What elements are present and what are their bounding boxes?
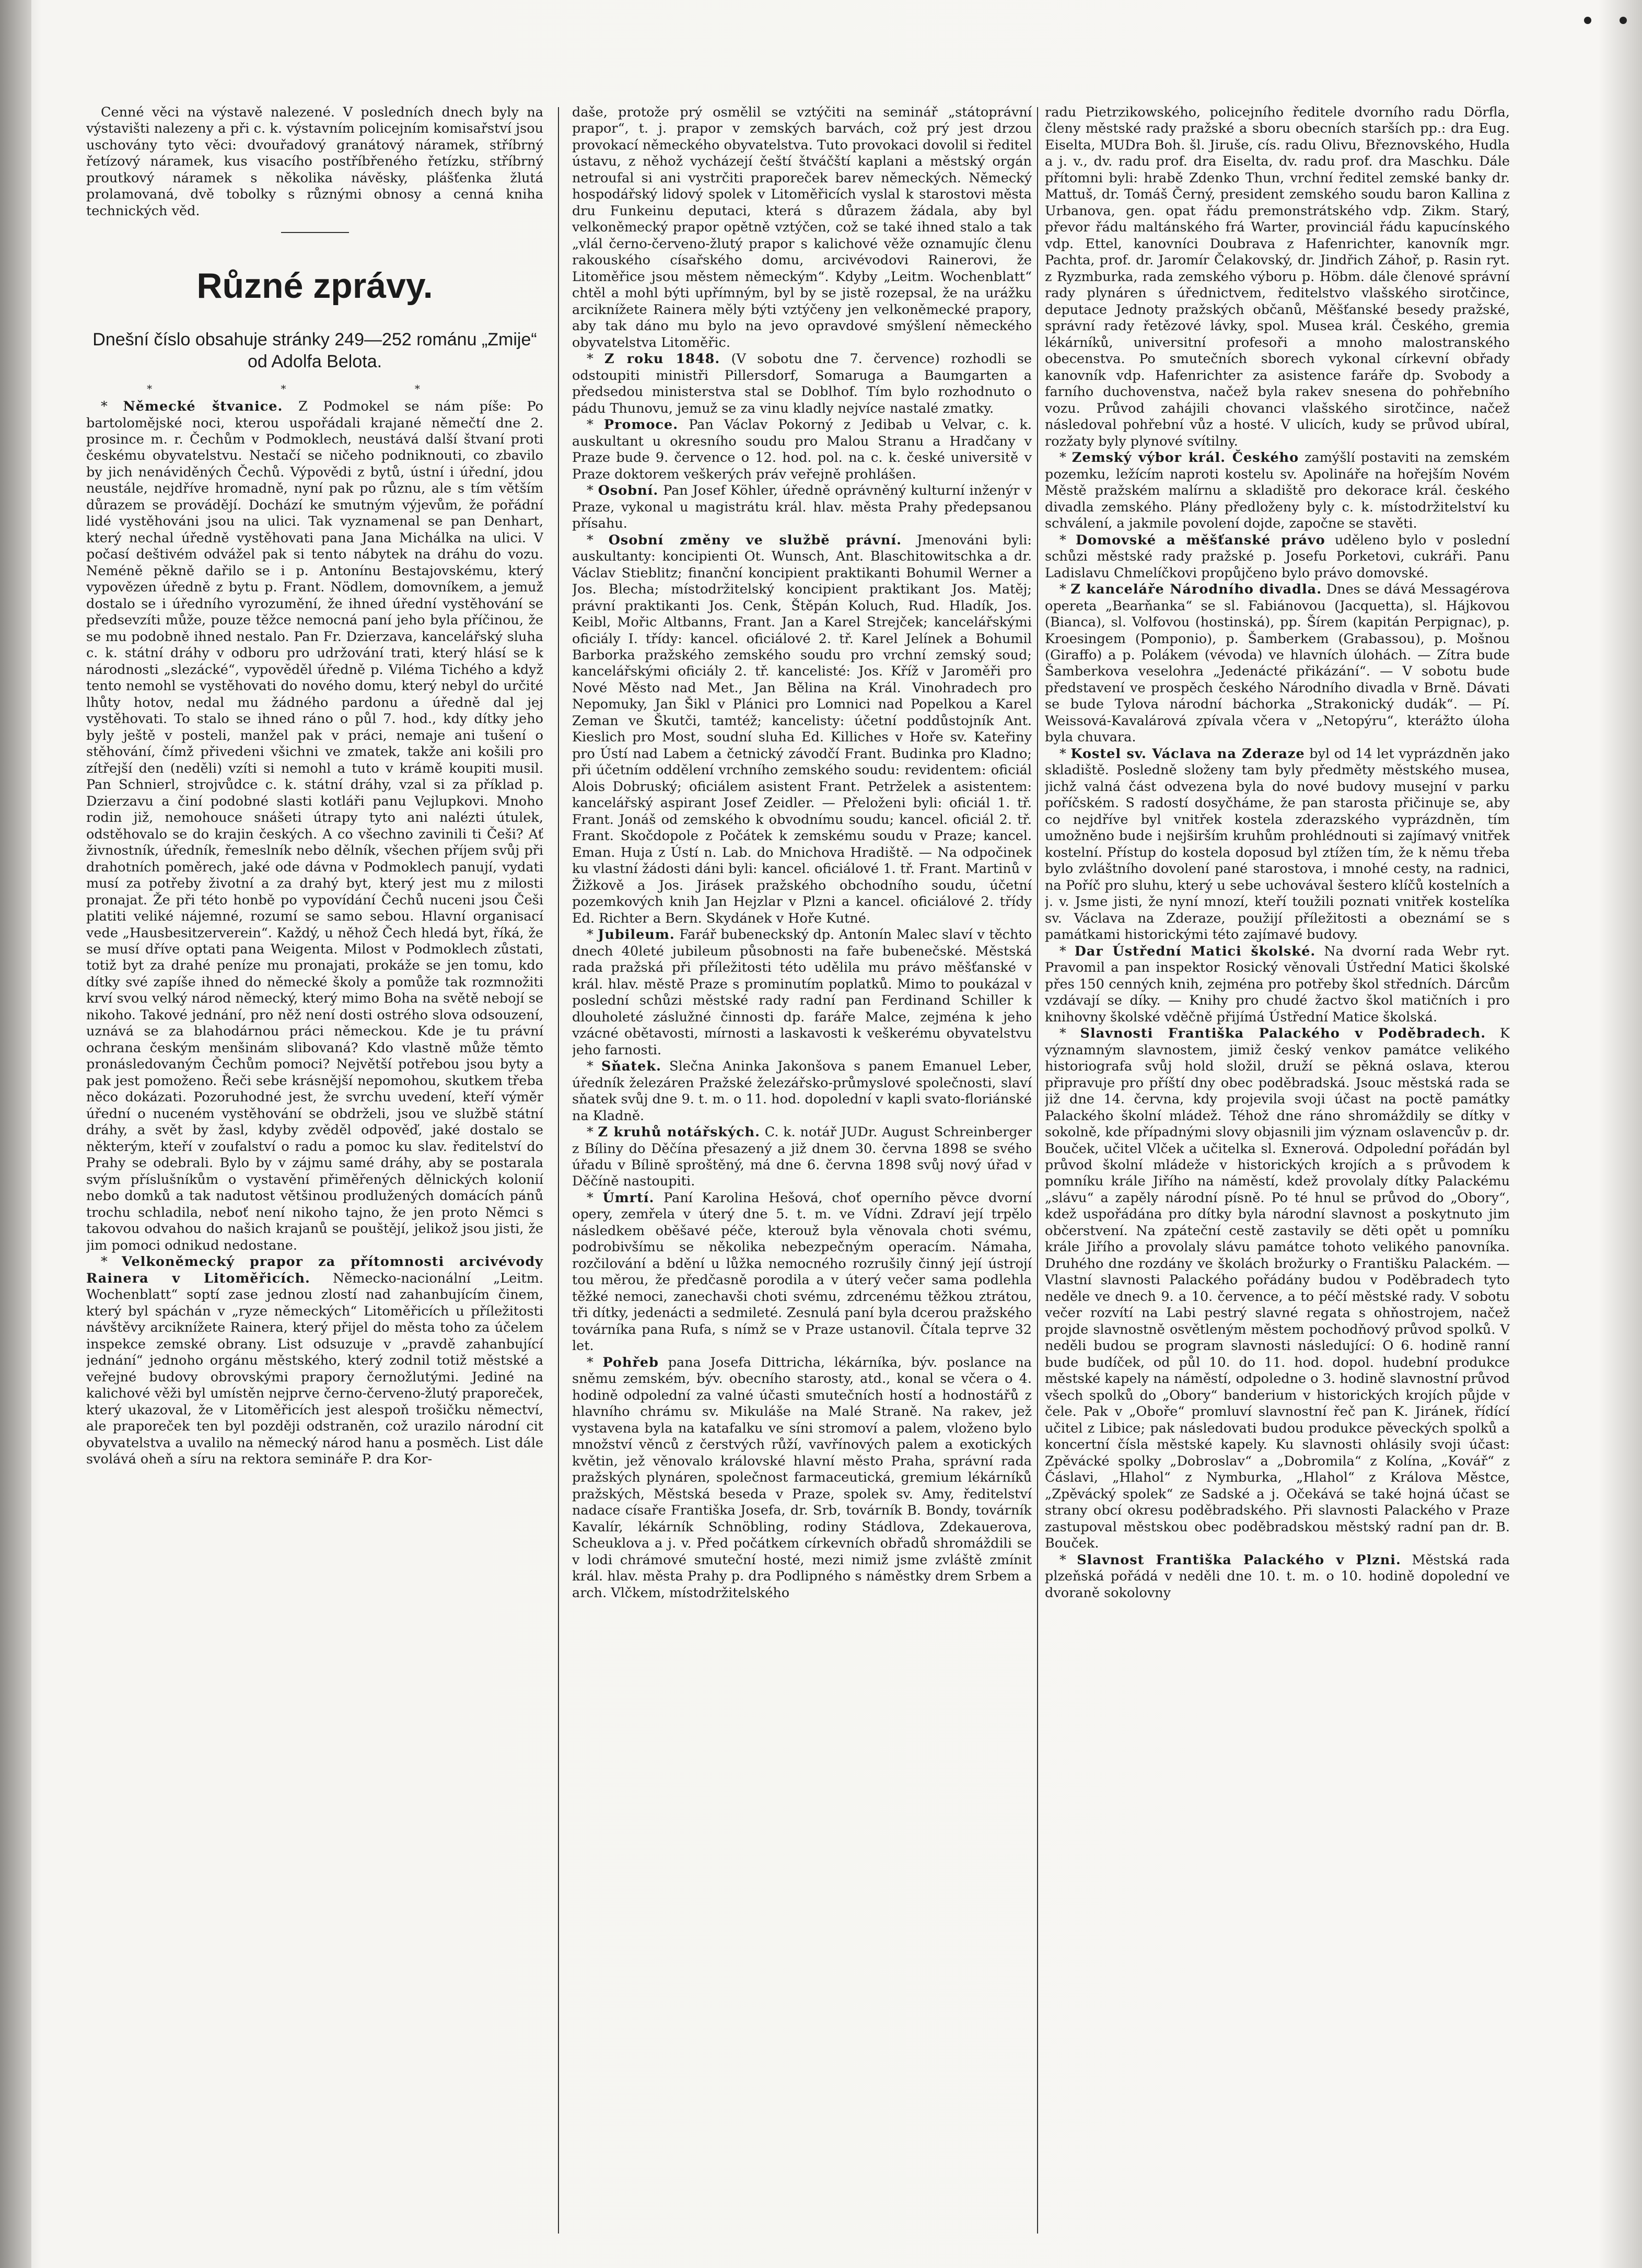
- article-snatek: * Sňatek. Slečna Aninka Jakonšova s panem Emanuel Leber, úředník železáren Pražské železářsko-průmyslové společnosti, slaví sňatek svůj dne 9. t. m. o 11. hod. dopolední v kapli svato-floriánské na Kladně.: [572, 1059, 1032, 1124]
- article-promoce: * Promoce. Pan Václav Pokorný z Jedibab u Velvar, c. k. auskultant u okresního soudu pro Malou Stranu a Hradčany v Praze bude 9. července o 12. hod. pol. na c. k. české universitě v Praze doktorem veškerých práv veřejně prohlášen.: [572, 417, 1032, 482]
- punch-hole: [1584, 17, 1591, 24]
- section-heading: Různé zprávy.: [196, 266, 433, 306]
- article-lost-items: Cenné věci na výstavě nalezené. V posledních dnech byly na výstavišti nalezeny a při c. k. výstavním policejním komisařství jsou uschovány tyto věci: dvouřadový granátový náramek, stříbrný řetízový náramek, kus visacího postříbřeného řetízku, stříbrný proutkový náramek s několika návěsky, plášťenka žlutá prolamovaná, dvě tobolky s různými obnosy a cenná kniha technických věd.: [86, 104, 543, 219]
- article-jubileum: * Jubileum. Farář bubeneckský dp. Antonín Malec slaví v těchto dnech 40leté jubileum působnosti na faře bubenečské. Městská rada pražská při příležitosti této udělila mu právo měšťanské v král. hlav. městě Praze s prominutím poplatků. Mimo to poukázal v poslední schůzi městské rady radní pan Ferdinand Schiller k dlouholeté záslužné činnosti dp. faráře Malce, zejména k jeho vzácné obětavosti, mírnosti a laskavosti k veškerému obyvatelstvu jeho farnosti.: [572, 927, 1032, 1058]
- separator: [281, 232, 349, 233]
- article-umrti: * Úmrtí. Paní Karolina Hešová, choť operního pěvce dvorní opery, zemřela v úterý dne 5. t. m. ve Vídni. Zdraví její trpělo následkem oběšavé péče, kterouž byla věnovala choti svému, podrobivšímu se několika nebezpečným operacím. Námaha, rozčilování a bdění u lůžka nemocného rozrušily činný její ústrojí tou měrou, že předčasně porodila a v úterý večer sama podlehla těžké nemoci, zanechavši choti svému, zdrcenému těžkou ztrátou, tři dítky, jedenácti a sedmileté. Zesnulá paní byla dcerou pražského továrníka pana Rufa, s nímž se v Praze ustanovil. Čítala teprve 32 let.: [572, 1190, 1032, 1354]
- article-kostel: * Kostel sv. Václava na Zderaze byl od 14 let vyprázdněn jako skladiště. Posledně složeny tam byly předměty městského musea, jichž valná část odvezena byla do nové budovy musejní v parku poříčském. S radostí dosyčháme, že pan starosta přičinuje se, aby co nejdříve byl vnitřek kostela zderazského vyprázdněn, tím umožněno bude i nejširším kruhům prohlédnouti si zajímavý vnitřek kostelní. Přístup do kostela doposud byl ztížen tím, že k němu třeba bylo zvláštního dovolení pané starostova, i mnohé cesty, na radnici, na Poříč pro sluhu, který u sebe uchovával šestero klíčů kostelních a j. v. Jsme jisti, že nyní mnozí, kteří toužili poznati vnitřek kostelíka sv. Václava na Zderaze, použijí příležitosti a obeznámí se s památkami historickými této zajímavé budovy.: [1045, 746, 1510, 943]
- article-osobni: * Osobní. Pan Josef Köhler, úředně oprávněný kulturní inženýr v Praze, vykonal u magistrátu král. hlav. města Prahy předepsanou přísahu.: [572, 483, 1032, 532]
- article-notar: * Z kruhů notářských. C. k. notář JUDr. August Schreinberger z Bíliny do Děčína přesazený a již dnem 30. června 1898 se svého úřadu v Bílině sproštěný, má dne 6. června 1898 svůj nový úřad v Děčíně nastoupiti.: [572, 1124, 1032, 1190]
- column-3: [1045, 104, 1510, 2236]
- column-2: [572, 104, 1032, 2236]
- article-matice: * Dar Ústřední Matici školské. Na dvorní rada Webr ryt. Pravomil a pan inspektor Rosický věnovali Ústřední Matici školské přes 150 cenných knih, zejména pro potřeby škol středních. Dárcům vzdávají se díky. — Knihy pro chudé žactvo škol matičních i pro knihovny školské vděčně přijímá Ústřední Matice školská.: [1045, 943, 1510, 1025]
- column-rule: [558, 107, 559, 2234]
- article-stvanice: * Německé štvanice. Z Podmokel se nám píše: Po bartolomějské noci, kterou uspořádali krajané němečtí dne 2. prosince m. r. Čechům v Podmoklech, neustává další štvaní proti českému obyvatelstvu. Nestačí se ničeho podniknouti, co zbavilo by jich nenáviděných Čechů. Výpovědi z bytů, ústní i úřední, jdou neustále, nejdříve hromadně, nyní pak po různu, ale s tím větším důrazem se provádějí. Dochází ke smutným výjevům, že pořádní lidé vystěhováni jsou na ulici. Tak vyznamenal se pan Denhart, který nechal úředně vystěhovati pana Jana Michálka na ulici. V počasí deštivém odvážel pak si tento nábytek na dráhu do vozu. Neméně pěkně dařilo se i p. Antonínu Bestajovskému, který vypovězen úředně z bytu p. Frant. Nödlem, domovníkem, a jemuž dostalo se i úředního vyrozumění, že ihned úřední vystěhování se předsevzíti může, pouze těžce nemocná paní jeho byla příčinou, že se mu podobně ihned nestalo. Pan Fr. Dzierzava, kancelářský sluha c. k. státní dráhy v odboru pro udržování trati, který hlásí se k národnosti „slezácké“, vypověděl úředně p. Viléma Tichého a když tento nemohl se vystěhovati do nového domu, který nebyl do určité lhůty hotov, nedal mu žádného pardonu a úředně dal jej vystěhovati. To stalo se ihned ráno o půl 7. hod., kdy dítky jeho byly ještě v posteli, manžel pak v práci, nemaje ani tušení o stěhování, čímž přivedeni všichni ve zmatek, takže ani košili pro zítřejší den (neděli) vzíti si nemohl a tuto v krámě koupiti musil. Pan Schnierl, strojvůdce c. k. státní dráhy, vzal si za příklad p. Dzierzavu a činí podobné slasti kotláři panu Vejlupkovi. Mnoho rodin již, nemohouce snášeti útrapy tyto ani nalézti útulek, odstěhovalo se do krajin českých. A co všechno zavinili ti Češi? Ať živnostník, úředník, řemeslník nebo dělník, všechen příjem svůj při drahotních poměrech, jaké ode dávna v Podmoklech panují, vydati musí za potřeby životní a za drahý byt, který jest mu z milosti pronajat. Že při této honbě po vypovídání Čechů nuceni jsou Češi platiti veliké nájemné, rozumí se samo sebou. Hlavní organisací vede „Hausbesitzerverein“. Každý, u něhož Čech hledá byt, říká, že se musí dříve optati pana Weigenta. Milost v Podmoklech zůstati, totiž byt za drahé peníze mu pronajati, prokáže se jen tomu, kdo dítky své zapíše ihned do německé školy a pomůže tak rozmnožiti krví svou velký národ německý, který mimo Boha na světě nebojí se nikoho. Takové jednání, pro něž není dosti ostrého slova odsouzení, uznává se za blahodárnou práci německou. Kde je tu právní ochrana českým menšinám slibovaná? Kdo vlastně může těmto pronásledovaným Čechům pomoci? Největší potřebou jsou byty a pak jest pomoženo. Řeči sebe krásnější nepomohou, skutkem třeba něco dokázati. Pozoruhodné jest, že svrchu uvedení, kteří výměr úřední o nuceném vystěhování se obdrželi, jsou ve službě státní dráhy, a svět by žasl, kdyby zvěděl odpověď, jaké dostalo se některým, kteří v zoufalství o radu a pomoc ku slav. ředitelství do Prahy se odebrali. Bylo by v zájmu samé dráhy, aby se postarala svým příslušníkům o vystavění přiměřených dělnických kolonií nebo domků a tak nadutost většinou prodlužených domácích pánů trochu schladila, neboť není nikoho tajno, že jen proto Němci s takovou odvahou do našich krajanů se pouštějí, jelikož jsou jisti, že jim pomoci odnikud nedostane.: [86, 399, 543, 1253]
- scan-edge: [0, 0, 31, 2268]
- article-zemsky-vybor: * Zemský výbor král. Českého zamýšlí postaviti na zemském pozemku, ležícím naproti kostelu sv. Apolináře na hořejším Novém Městě pražském malírnu a skladiště pro dekorace král. českého divadla zemského. Plány předloženy byly c. k. místodržitelství ku schválení, a jakmile povolení dojde, započne se stavěti.: [1045, 450, 1510, 532]
- article-pohreb: * Pohřeb pana Josefa Dittricha, lékárníka, býv. poslance na sněmu zemském, býv. obecního starosty, atd., konal se včera o 4. hodině odpolední za valné účasti smutečních hostí a hodnostářů z hlavního chrámu sv. Mikuláše na Malé Straně. Na rakev, jež vystavena byla na katafalku ve síni stromoví a palem, vloženo bylo množství věnců z čerstvých růží, vavřínových palem a exotických květin, jež věnovalo královské hlavní město Praha, správní rada pražských plynáren, společnost farmaceutická, gremium lékárníků pražských, Městská beseda v Praze, spolek sv. Amy, ředitelství nadace císaře Františka Josefa, dr. Srb, továrník B. Bondy, továrník Kavalír, lékárník Schnöbling, rodiny Stádlova, Zdekauerova, Scheuklova a j. v. Před počátkem církevních obřadů shromáždili se v lodi chrámové smuteční hosté, mezi nimiž jsme zvláště zmínit král. hlav. města Prahy p. dra Podlipného s náměstky drem Srbem a arch. Vlčkem, místodržitelského: [572, 1354, 1032, 1601]
- article-domovske: * Domovské a měšťanské právo uděleno bylo v poslední schůzi městské rady pražské p. Josefu Porketovi, cukráři. Panu Ladislavu Chmelíčkovi propůjčeno bylo právo domovské.: [1045, 532, 1510, 581]
- article-plzen: * Slavnost Františka Palackého v Plzni. Městská rada plzeňská pořádá v neděli dne 10. t. m. o 10. hodině dopolední ve dvoraně sokolovny: [1045, 1552, 1510, 1601]
- article-prapor: * Velkoněmecký prapor za přítomnosti arcivévody Rainera v Litoměřicích. Německo-nacionální „Leitm. Wochenblatt“ soptí zase jednou zlostí nad zahanbujícím činem, který byl spáchán v „ryze německých“ Litoměřicích u příležitosti návštěvy arciknížete Rainera, který přijel do města toho za účelem inspekce zemské obrany. List odsuzuje v „pravdě zahanbující jednání“ jednoho orgánu městského, který zodnil totiž městské a veřejné budovy obrovskými prapory černožlutými. Jediné na kalichové věži byl umístěn nejprve černo-červeno-žlutý praporeček, který ukazoval, že v Litoměřicích jest alespoň trošičku němectví, ale praporeček ten byl později odstraněn, což urazilo národní cit obyvatelstva a uvalilo na německý národ hanu a posměch. List dále svolává oheň a síru na rektora semináře P. dra Kor-: [86, 1254, 543, 1468]
- article-pohreb-cont: radu Pietrzikowského, policejního ředitele dvorního radu Dörfla, členy městské rady pražské a sboru obecních starších pp.: dra Eug. Eiselta, MUDra Boh. šl. Jiruše, cís. radu Olivu, Březnovského, Hudla a j. v., dv. radu prof. dra Eiselta, dv. radu prof. dra Maschku. Dále přítomni byli: hrabě Zdenko Thun, vrchní ředitel zemské banky dr. Mattuš, dr. Tomáš Černý, president zemského soudu baron Kallina z Urbanova, gen. opat řádu premonstrátského vdp. Zikm. Starý, převor řádu maltánského frá Warter, provinciál řádu kapucínského vdp. Ettel, kanovníci Doubrava z Hafenrichter, kanovník mgr. Pachta, prof. dr. Jaromír Čelakovský, dr. Jindřich Záhoř, p. Rasin ryt. z Ryzmburka, rada zemského výboru p. Höbm. dále členové správní rady plynáren s úřednictvem, ředitelstvo vlašského sirotčince, deputace Jednoty pražských občanů, Měšťanské besedy pražské, správní rady řetězové lávky, spol. Musea král. Českého, gremia lékárníků, universitní profesoři a mnoho malostranského obecenstva. Po smutečních sborech vykonal církevní obřady kanovník vdp. Hafenrichter za asistence faráře dp. Svobody a farního duchovenstva, načež byla rakev snesena do pohřebního vozu. Průvod zahájili chovanci vlašského sirotčince, načež následoval pohřební vůz a hosté. V ulicích, kudy se průvod ubíral, rozžaty byly plynové svítilny.: [1045, 104, 1510, 449]
- asterism: * * *: [147, 382, 483, 396]
- article-zmeny: * Osobní změny ve službě právní. Jmenováni byli: auskultanty: koncipienti Ot. Wunsch, Ant. Blaschitowitschka a dr. Václav Stieblitz; finanční koncipient praktikanti Bohumil Werner a Jos. Blecha; místodržitelský koncipient praktikant Jos. Matěj; právní praktikanti Jos. Cenk, Štěpán Koluch, Rud. Hladík, Jos. Keibl, Mořic Altbanns, Frant. Jan a Karel Strejček; kancelářskými oficiály I. třídy: kancel. oficiálové 2. tř. Karel Jelínek a Bohumil Barborka pražského zemského soudu pro vrchní zemský soud; kancelářskými oficiály 2. tř. kancelisté: Jos. Kříž v Jaroměři pro Nové Město nad Met., Jan Bělina na Král. Vinohradech pro Nepomuky, Jan Šikl v Plánici pro Lomnici nad Popelkou a Karel Zeman ve Škutči, tamtéž; kancelisty: účetní poddůstojník Ant. Kieslich pro Most, soudní sluha Ed. Killiches v Hoře sv. Kateřiny pro Ústí nad Labem a četnický závodčí Frant. Budinka pro Kladno; při účetním oddělení vrchního zemského soudu: revidentem: oficiál Alois Dobruský; oficiálem asistent Frant. Petrželek a asistentem: kancelářský aspirant Josef Zeidler. — Přeloženi byli: oficiál 1. tř. Frant. Jonáš od zemského k obvodnímu soudu; kancel. oficiál 2. tř. Frant. Skočdopole z Počátek k zemskému soudu v Praze; kancel. Eman. Huja z Ústí n. Lab. do Mnichova Hradiště. — Na odpočinek ku vlastní žádosti dáni byli: kancel. oficiálové 1. tř. Frant. Martinů v Žižkově a Jos. Jirásek pražského obchodního soudu, účetní pozemkových knih Jan Hejzlar v Plzni a kancel. oficiálové 2. třídy Ed. Richter a Bern. Skydánek v Hoře Kutné.: [572, 532, 1032, 926]
- article-divadlo: * Z kanceláře Národního divadla. Dnes se dává Messagérova opereta „Bearňanka“ se sl. Fabiánovou (Jacquetta), sl. Hájkovou (Bianca), sl. Volfovou (hostinská), pp. Šírem (kapitán Perpignac), p. Kroesingem (Pomponio), p. Šamberkem (Grabassou), p. Mošnou (Giraffo) a p. Polákem (vévoda) ve hlavních úlohách. — Zítra bude Šamberkova veselohra „Jedenácté přikázání“. — V sobotu bude představení ve prospěch českého Národního divadla v Brně. Dávati se bude Tylova národní báchorka „Strakonický dudák“. — Pí. Weissová-Kavalárová zpívala včera v „Netopýru“, kterážto úloha byla chuvara.: [1045, 581, 1510, 746]
- novel-notice: Dnešní číslo obsahuje stránky 249—252 románu „Zmije“ od Adolfa Belota.: [92, 330, 537, 372]
- punch-hole: [1620, 17, 1627, 24]
- article-1848: * Z roku 1848. (V sobotu dne 7. července) rozhodli se odstoupiti ministři Pillersdorf, Somaruga a Baumgarten a předsedou ministerstva stal se Doblhof. Tím bylo rozhodnuto o pádu Thunovu, jemuž se za vinu kladly nejvíce nastalé zmatky.: [572, 351, 1032, 416]
- column-rule: [1037, 107, 1038, 2234]
- article-prapor-cont: daše, protože prý osmělil se vztýčiti na seminář „státoprávní prapor“, t. j. prapor v zemských barvách, což prý jest drzou provokací německého obyvatelstva. Tuto provokaci dovolil si ředitel ústavu, z něhož vycházejí čeští štváčští kaplani a městský orgán netroufal si ani vystrčiti praporeček barev německých. Německý hospodářský lidový spolek v Litoměřicích vyslal k starostovi města dru Funkeinu deputaci, která s důrazem žádala, aby byl velkoněmecký prapor opětně vztýčen, což se také ihned stalo a tak „vlál černo-červeno-žlutý prapor s kalichové věže oznamujíc členu rakouského císařského domu, arcivévodovi Rainerovi, že Litoměřice jsou městem německým“. Kdyby „Leitm. Wochenblatt“ chtěl a mohl býti upřímným, byl by se jistě rozepsal, že na urážku arciknížete Rainera měly býti vztýčeny jen velkoněmecké prapory, aby tak dáno mu bylo na jevo opravdové smýšlení německého obyvatelstva Litoměřic.: [572, 104, 1032, 351]
- column-1: [86, 104, 543, 2236]
- article-palacky: * Slavnosti Františka Palackého v Poděbradech. K významným slavnostem, jimiž český venkov památce velikého historiografa svůj hold složil, druží se pěkná oslava, kterou připravuje pro příští dny obec poděbradská. Jsouc městská rada se již dne 14. června, kdy projevila svoji účast na poctě památky Palackého školní mládež. Téhož dne ráno shromáždily se dítky v sokolně, kde případnými slovy objasnili jim význam oslavencův p. dr. Bouček, učitel Vlček a učitelka sl. Exnerová. Odpolední pořádán byl průvod školní mládeže v historických krojích a s průvodem k pomníku krále Jiřího na náměstí, kdež provolaly dítky Palackému „slávu“ a zapěly národní písně. Po té hnul se průvod do „Obory“, kdež uspořádána pro dítky byla národní slavnost a poskytnuto jim občerstvení. Na zpáteční cestě zastavily se děti opět u pomníku krále Jiřího a provolaly slávu památce tohoto velikého panovníka. Druhého dne rozdány ve školách brožurky o Františku Palackém. — Vlastní slavnosti Palackého pořádány budou v Poděbradech tyto neděle ve dnech 9. a 10. července, a to péčí městské rady. V sobotu večer rozvítí na Labi pestrý slavné regata s ohňostrojem, načež projde slavnostně osvětleným městem pochodňový průvod spolků. V neděli budou se program slavnosti následující: O 6. hodině ranní bude budíček, od půl 10. do 11. hod. dopol. hudební produkce městské kapely na náměstí, odpoledne o 3. hodině slavnostní průvod všech spolků do „Obory“ banderium v historických krojích půjde v čele. Pak v „Oboře“ promluví slavnostní řeč pan K. Jiránek, řídící učitel z Libice; pak následovati budou produkce pěveckých spolků a koncertní čísla městské kapely. Ku slavnosti ohlásily svoji účast: Zpěvácké spolky „Dobroslav“ a „Dobromila“ z Kolína, „Kovář“ z Čáslavi, „Hlahol“ z Nymburka, „Hlahol“ z Králova Městce, „Zpěvácký spolek“ ze Sadské a j. Očekává se také hojná účast se strany obcí okresu poděbradského. Při slavnosti Palackého v Praze zastupoval městskou obec poděbradskou městský radní pan dr. B. Bouček.: [1045, 1026, 1510, 1552]
